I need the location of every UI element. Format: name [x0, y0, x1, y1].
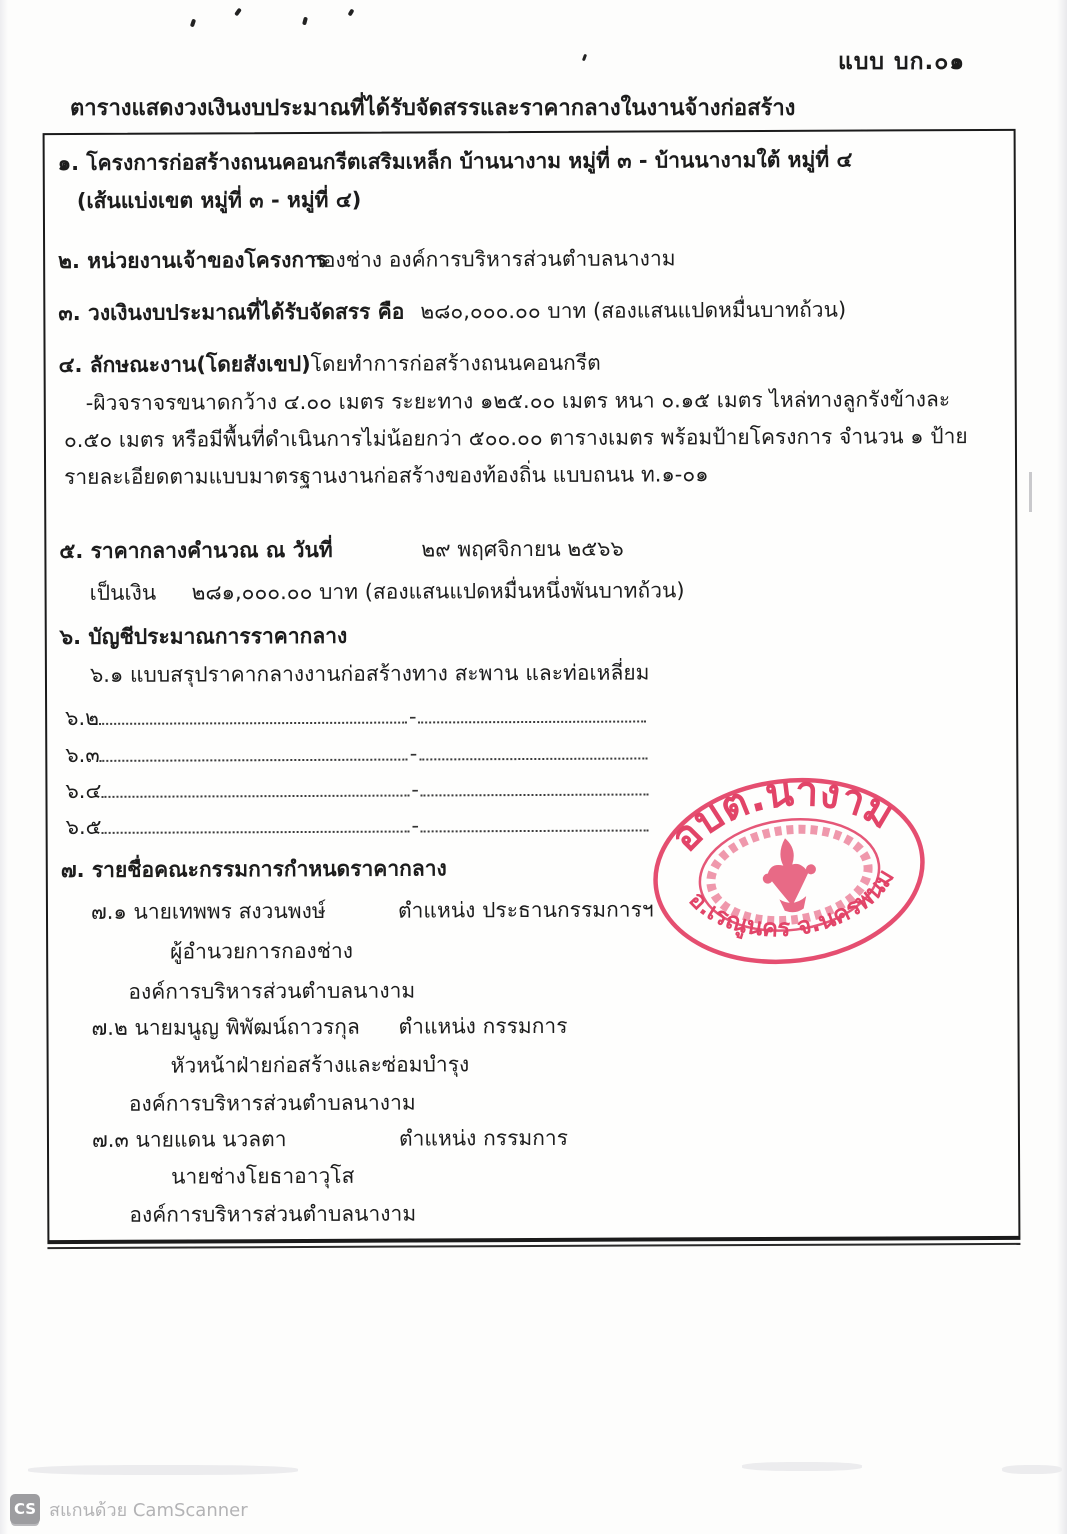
item-6-blank-row	[66, 810, 650, 842]
scan-smudge	[1002, 1465, 1062, 1474]
page-edge-shadow-right	[1057, 0, 1067, 1534]
member-2-org: องค์การบริหารส่วนตำบลนางาม	[128, 1090, 416, 1116]
stamp-bottom-text: อ.เรณูนคร จ.นครพนม	[683, 864, 900, 943]
item-4-detail-1: -ผิวจราจรขนาดกว้าง ๔.๐๐ เมตร ระยะทาง ๑๒๕.๐๐ เมตร หนา ๐.๑๕ เมตร ไหล่ทางลูกรังข้างละ	[85, 387, 951, 415]
item-3-budget-row	[58, 295, 988, 328]
stamp-top-text: อบต.นางาม	[660, 766, 903, 861]
dotted-leader	[421, 778, 649, 796]
item-5-date: ๒๙ พฤศจิกายน ๒๕๖๖	[421, 536, 624, 562]
item-2-label: ๒. หน่วยงานเจ้าของโครงการ	[58, 247, 328, 274]
item-5-amount-label: เป็นเงิน	[89, 580, 157, 605]
camscanner-icon: CS	[10, 1494, 40, 1524]
dotted-leader	[99, 707, 407, 725]
blank-row-dash: -	[411, 777, 419, 802]
item-1-project-line2: (เส้นแบ่งเขต หมู่ที่ ๓ - หมู่ที่ ๔)	[76, 187, 362, 213]
camscanner-footer-text: สแกนด้วย CamScanner	[49, 1499, 248, 1521]
member-3-name: ๗.๓ นายแดน นวลตา	[91, 1127, 287, 1152]
member-1-title: ผู้อำนวยการกองช่าง	[170, 938, 354, 964]
stamp-graphic	[637, 756, 941, 987]
blank-row-number: ๖.๕	[65, 814, 102, 840]
item-3-value: ๒๘๐,๐๐๐.๐๐ บาท (สองแสนแปดหมื่นบาทถ้วน)	[420, 297, 847, 324]
ink-speck	[234, 8, 242, 17]
item-6-blank-row	[65, 774, 649, 806]
dotted-leader	[419, 742, 647, 760]
item-6-label: ๖. บัญชีประมาณการราคากลาง	[59, 623, 348, 650]
item-7-label: ๗. รายชื่อคณะกรรมการกำหนดราคากลาง	[60, 856, 447, 883]
blank-row-number: ๖.๓	[65, 742, 100, 768]
member-2-position: ตำแหน่ง กรรมการ	[398, 1013, 568, 1039]
page-edge-shadow-left	[0, 0, 8, 1534]
blank-row-dash: -	[411, 813, 420, 838]
dotted-leader	[421, 814, 649, 832]
form-code: แบบ บก.๐๑	[838, 49, 965, 75]
dotted-leader	[419, 705, 647, 723]
ink-speck	[582, 54, 587, 62]
committee-member-row	[92, 1122, 992, 1155]
ink-speck	[302, 17, 308, 26]
dotted-leader	[100, 744, 408, 762]
item-2-value: กองช่าง องค์การบริหารส่วนตำบลนางาม	[310, 246, 676, 272]
item-4-work-row	[59, 347, 989, 380]
member-2-name: ๗.๒ นายมนูญ พิพัฒน์ถาวรกุล	[91, 1014, 360, 1040]
dotted-leader	[101, 816, 409, 834]
document-title: ตารางแสดงวงเงินงบประมาณที่ได้รับจัดสรรและราคากลางในงานจ้างก่อสร้าง	[70, 96, 796, 121]
member-1-org: องค์การบริหารส่วนตำบลนางาม	[128, 978, 416, 1004]
item-5-price-row	[59, 533, 989, 566]
ink-speck	[190, 19, 196, 28]
committee-member-row	[91, 1010, 991, 1043]
item-5-label: ๕. ราคากลางคำนวณ ณ วันที่	[59, 537, 333, 564]
item-2-agency-row	[58, 243, 988, 276]
scan-smudge	[28, 1465, 298, 1475]
item-5-amount: ๒๘๑,๐๐๐.๐๐ บาท (สองแสนแปดหมื่นหนึ่งพันบาทถ้วน)	[191, 578, 685, 605]
member-2-title: หัวหน้าฝ่ายก่อสร้างและซ่อมบำรุง	[170, 1052, 470, 1078]
member-3-org: องค์การบริหารส่วนตำบลนางาม	[129, 1201, 417, 1227]
item-4-detail-3: รายละเอียดตามแบบมาตรฐานงานก่อสร้างของท้องถิ่น แบบถนน ท.๑-๐๑	[64, 462, 709, 490]
blank-row-number: ๖.๔	[65, 778, 102, 804]
dotted-leader	[101, 780, 409, 798]
item-5-amount-row	[90, 575, 990, 608]
blank-row-dash: -	[408, 704, 417, 729]
item-4-detail-2: ๐.๕๐ เมตร หรือมีพื้นที่ดำเนินการไม่น้อยกว่า ๕๐๐.๐๐ ตารางเมตร พร้อมป้ายโครงการ จำนวน ๑ ป้าย	[63, 424, 968, 453]
item-4-label: ๔. ลักษณะงาน(โดยสังเขป)	[58, 351, 311, 378]
margin-scan-mark	[1029, 472, 1032, 512]
member-1-position: ตำแหน่ง ประธานกรรมการฯ	[397, 897, 654, 923]
blank-row-dash: -	[409, 741, 418, 766]
blank-row-number: ๖.๒	[65, 705, 100, 731]
item-1-project-line1: ๑. โครงการก่อสร้างถนนคอนกรีตเสริมเหล็ก บ้านนางาม หมู่ที่ ๓ - บ้านนางามใต้ หมู่ที่ ๔	[57, 147, 853, 176]
document-main-box	[43, 129, 1021, 1244]
item-6-blank-row	[65, 701, 647, 733]
item-3-label: ๓. วงเงินงบประมาณที่ได้รับจัดสรร คือ	[58, 299, 405, 326]
item-6-blank-row	[65, 738, 647, 770]
member-3-position: ตำแหน่ง กรรมการ	[398, 1125, 569, 1151]
official-stamp	[637, 756, 941, 987]
item-4-value: โดยทำการก่อสร้างถนนคอนกรีต	[310, 350, 601, 376]
scan-smudge	[742, 1462, 862, 1471]
member-1-name: ๗.๑ นายเทพพร สงวนพงษ์	[90, 898, 326, 924]
item-6-sub1: ๖.๑ แบบสรุปราคากลางงานก่อสร้างทาง สะพาน และท่อเหลี่ยม	[89, 660, 650, 687]
ink-speck	[348, 8, 355, 16]
camscanner-footer	[10, 1494, 248, 1524]
member-3-title: นายช่างโยธาอาวุโส	[171, 1163, 355, 1189]
